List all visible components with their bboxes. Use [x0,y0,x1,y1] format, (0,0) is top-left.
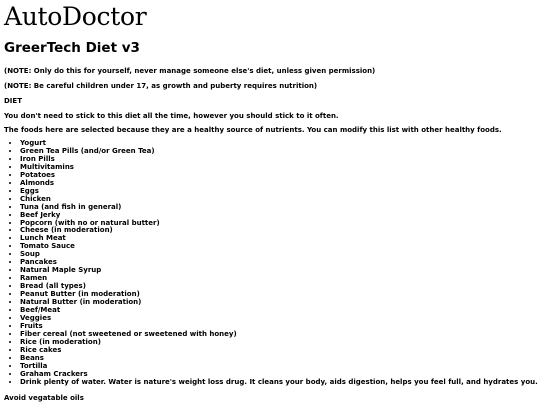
note-children: (NOTE: Be careful children under 17, as growth and puberty requires nutrition) [4,82,318,90]
list-item: • Pancakes [20,259,538,267]
list-item: • Rice (in moderation) [20,339,538,347]
intro-paragraph-2: The foods here are selected because they are a healthy source of nutrients. You can modify this list with other healthy foods. [4,126,502,134]
list-item: • Tomato Sauce [20,243,538,251]
list-item: • Veggies [20,315,538,323]
intro-paragraph-1: You don't need to stick to this diet all the time, however you should stick to it often. [4,112,339,120]
list-item: • Lunch Meat [20,235,538,243]
section-heading-diet: DIET [4,97,22,105]
list-item: • Cheese (in moderation) [20,227,538,235]
list-item: • Fruits [20,323,538,331]
list-item: • Drink plenty of water. Water is nature's weight loss drug. It cleans your body, aids digestion, helps you feel full, and hydrates you. [20,379,538,387]
list-item: • Natural Maple Syrup [20,267,538,275]
list-item: • Bread (all types) [20,283,538,291]
list-item: • Ramen [20,275,538,283]
list-item: • Multivitamins [20,164,538,172]
list-item: • Beans [20,355,538,363]
list-item: • Soup [20,251,538,259]
list-item: • Rice cakes [20,347,538,355]
list-item: • Popcorn (with no or natural butter) [20,220,538,228]
list-item: • Yogurt [20,140,538,148]
site-logo: AutoDoctor [4,2,147,31]
list-item: • Fiber cereal (not sweetened or sweetened with honey) [20,331,538,339]
list-item: • Green Tea Pills (and/or Green Tea) [20,148,538,156]
list-item: • Natural Butter (in moderation) [20,299,538,307]
page-title: GreerTech Diet v3 [4,40,140,56]
list-item: • Tuna (and fish in general) [20,204,538,212]
list-item: • Tortilla [20,363,538,371]
list-item: • Peanut Butter (in moderation) [20,291,538,299]
list-item: • Almonds [20,180,538,188]
avoid-heading: Avoid vegatable oils [4,394,84,402]
list-item: • Chicken [20,196,538,204]
list-item: • Beef/Meat [20,307,538,315]
food-list [0,140,538,387]
list-item: • Beef Jerky [20,212,538,220]
list-item: • Eggs [20,188,538,196]
list-item: • Potatoes [20,172,538,180]
list-item: • Iron Pills [20,156,538,164]
list-item: • Graham Crackers [20,371,538,379]
note-own-diet: (NOTE: Only do this for yourself, never manage someone else's diet, unless given permission) [4,67,376,75]
